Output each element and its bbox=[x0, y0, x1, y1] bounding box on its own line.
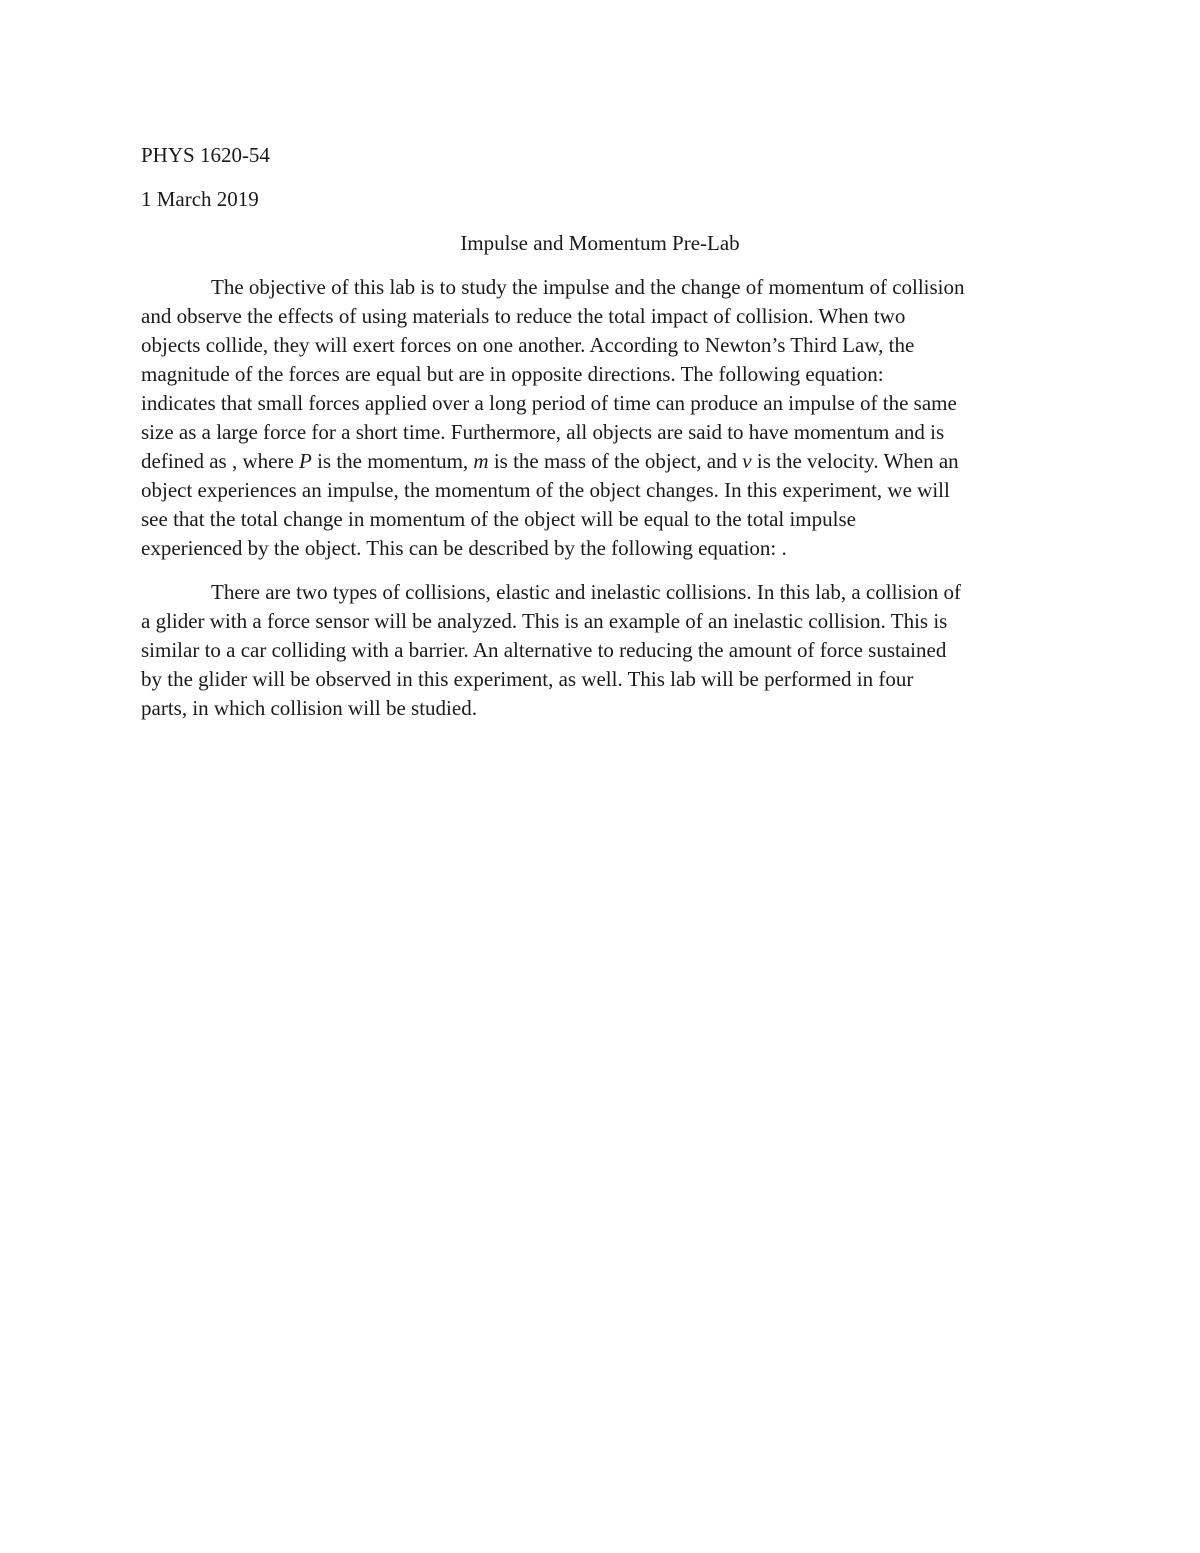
text-segment: is the momentum, bbox=[311, 449, 474, 473]
paragraph-line: a glider with a force sensor will be analyzed. This is an example of an inelastic collision. This is bbox=[141, 609, 948, 633]
paragraph-line: see that the total change in momentum of the object will be equal to the total impulse bbox=[141, 507, 856, 531]
paragraph-line: similar to a car colliding with a barrier. An alternative to reducing the amount of force sustained bbox=[141, 638, 947, 662]
variable-v: v bbox=[742, 449, 752, 473]
paragraph-collisions bbox=[141, 578, 1059, 723]
paragraph-line: magnitude of the forces are equal but are in opposite directions. The following equation: bbox=[141, 362, 884, 386]
paragraph-line: indicates that small forces applied over a long period of time can produce an impulse of the same bbox=[141, 391, 957, 415]
paragraph-line: object experiences an impulse, the momentum of the object changes. In this experiment, we will bbox=[141, 478, 950, 502]
paragraph-line: size as a large force for a short time. Furthermore, all objects are said to have momentum and is bbox=[141, 420, 945, 444]
paragraph-objective bbox=[141, 273, 1059, 563]
paragraph-line: and observe the effects of using materials to reduce the total impact of collision. When two bbox=[141, 304, 906, 328]
document-body bbox=[141, 141, 1059, 738]
variable-m: m bbox=[473, 449, 489, 473]
paragraph-line: parts, in which collision will be studied. bbox=[141, 696, 477, 720]
variable-p: P bbox=[299, 449, 312, 473]
text-segment: is the mass of the object, and bbox=[488, 449, 743, 473]
date-label: 1 March 2019 bbox=[141, 187, 259, 211]
paragraph-line: experienced by the object. This can be described by the following equation: . bbox=[141, 536, 787, 560]
paragraph-line: There are two types of collisions, elastic and inelastic collisions. In this lab, a collision of bbox=[211, 580, 961, 604]
text-segment: defined as , where bbox=[141, 449, 300, 473]
paragraph-line: The objective of this lab is to study the impulse and the change of momentum of collision bbox=[211, 275, 965, 299]
text-segment: is the velocity. When an bbox=[751, 449, 959, 473]
course-label: PHYS 1620-54 bbox=[141, 143, 270, 167]
paragraph-line: by the glider will be observed in this experiment, as well. This lab will be performed in four bbox=[141, 667, 914, 691]
document-title: Impulse and Momentum Pre-Lab bbox=[460, 231, 740, 255]
paragraph-line: objects collide, they will exert forces on one another. According to Newton’s Third Law, the bbox=[141, 333, 915, 357]
paragraph-line-momentum-definition bbox=[141, 447, 1059, 476]
